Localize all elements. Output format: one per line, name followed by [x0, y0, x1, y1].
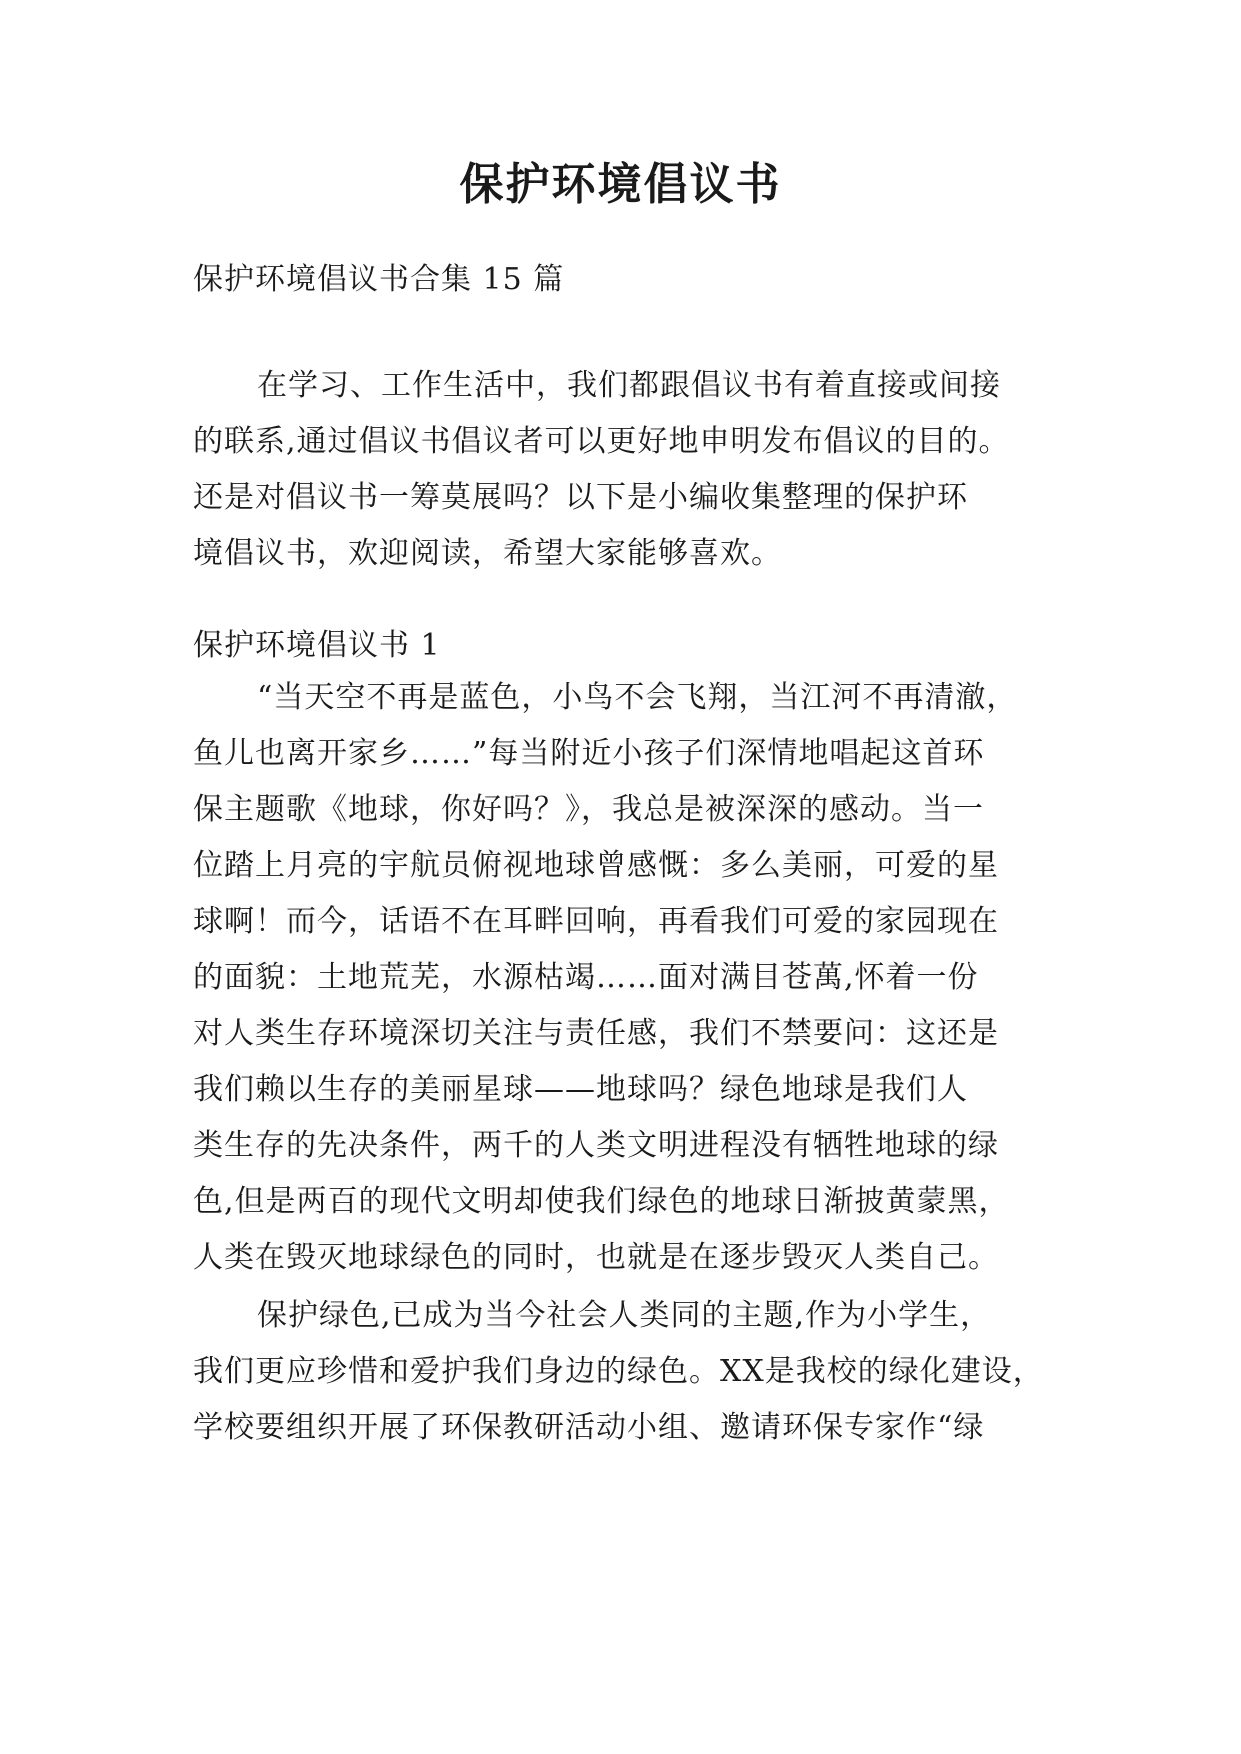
paragraph-line: 位踏上月亮的宇航员俯视地球曾感慨：多么美丽，可爱的星 — [193, 848, 999, 883]
section-heading: 保护环境倡议书 1 — [193, 628, 441, 663]
section-1-paragraph-1 — [193, 670, 1063, 1286]
section-1-paragraph-2 — [193, 1288, 1063, 1456]
intro-line: 的联系,通过倡议书倡议者可以更好地申明发布倡议的目的。 — [193, 424, 1010, 459]
document-title: 保护环境倡议书 — [459, 159, 782, 210]
paragraph-line: “当天空不再是蓝色，小鸟不会飞翔，当江河不再清澈， — [257, 680, 1018, 715]
paragraph-line: 色,但是两百的现代文明却使我们绿色的地球日渐披黄蒙黑， — [193, 1184, 1010, 1219]
intro-line: 在学习、工作生活中，我们都跟倡议书有着直接或间接 — [257, 368, 1001, 403]
intro-line: 还是对倡议书一筹莫展吗？以下是小编收集整理的保护环 — [193, 480, 968, 515]
paragraph-line: 鱼儿也离开家乡……”每当附近小孩子们深情地唱起这首环 — [193, 736, 985, 771]
paragraph-line: 球啊！而今，话语不在耳畔回响，再看我们可爱的家园现在 — [193, 904, 999, 939]
intro-paragraph — [193, 358, 1063, 582]
paragraph-line: 我们更应珍惜和爱护我们身边的绿色。XX是我校的绿化建设， — [193, 1354, 1044, 1389]
paragraph-line: 对人类生存环境深切关注与责任感，我们不禁要问：这还是 — [193, 1016, 999, 1051]
paragraph-line: 人类在毁灭地球绿色的同时，也就是在逐步毁灭人类自己。 — [193, 1240, 999, 1275]
paragraph-line: 保护绿色,已成为当今社会人类同的主题,作为小学生， — [257, 1298, 992, 1333]
intro-line: 境倡议书，欢迎阅读，希望大家能够喜欢。 — [193, 536, 782, 571]
paragraph-line: 类生存的先决条件，两千的人类文明进程没有牺牲地球的绿 — [193, 1128, 999, 1163]
paragraph-line: 学校要组织开展了环保教研活动小组、邀请环保专家作“绿 — [193, 1410, 985, 1445]
document-subtitle: 保护环境倡议书合集 15 篇 — [193, 262, 565, 297]
paragraph-line: 保主题歌《地球，你好吗？》，我总是被深深的感动。当一 — [193, 792, 984, 827]
paragraph-line: 我们赖以生存的美丽星球——地球吗？绿色地球是我们人 — [193, 1072, 968, 1107]
paragraph-line: 的面貌：土地荒芜，水源枯竭……面对满目苍萬,怀着一份 — [193, 960, 979, 995]
